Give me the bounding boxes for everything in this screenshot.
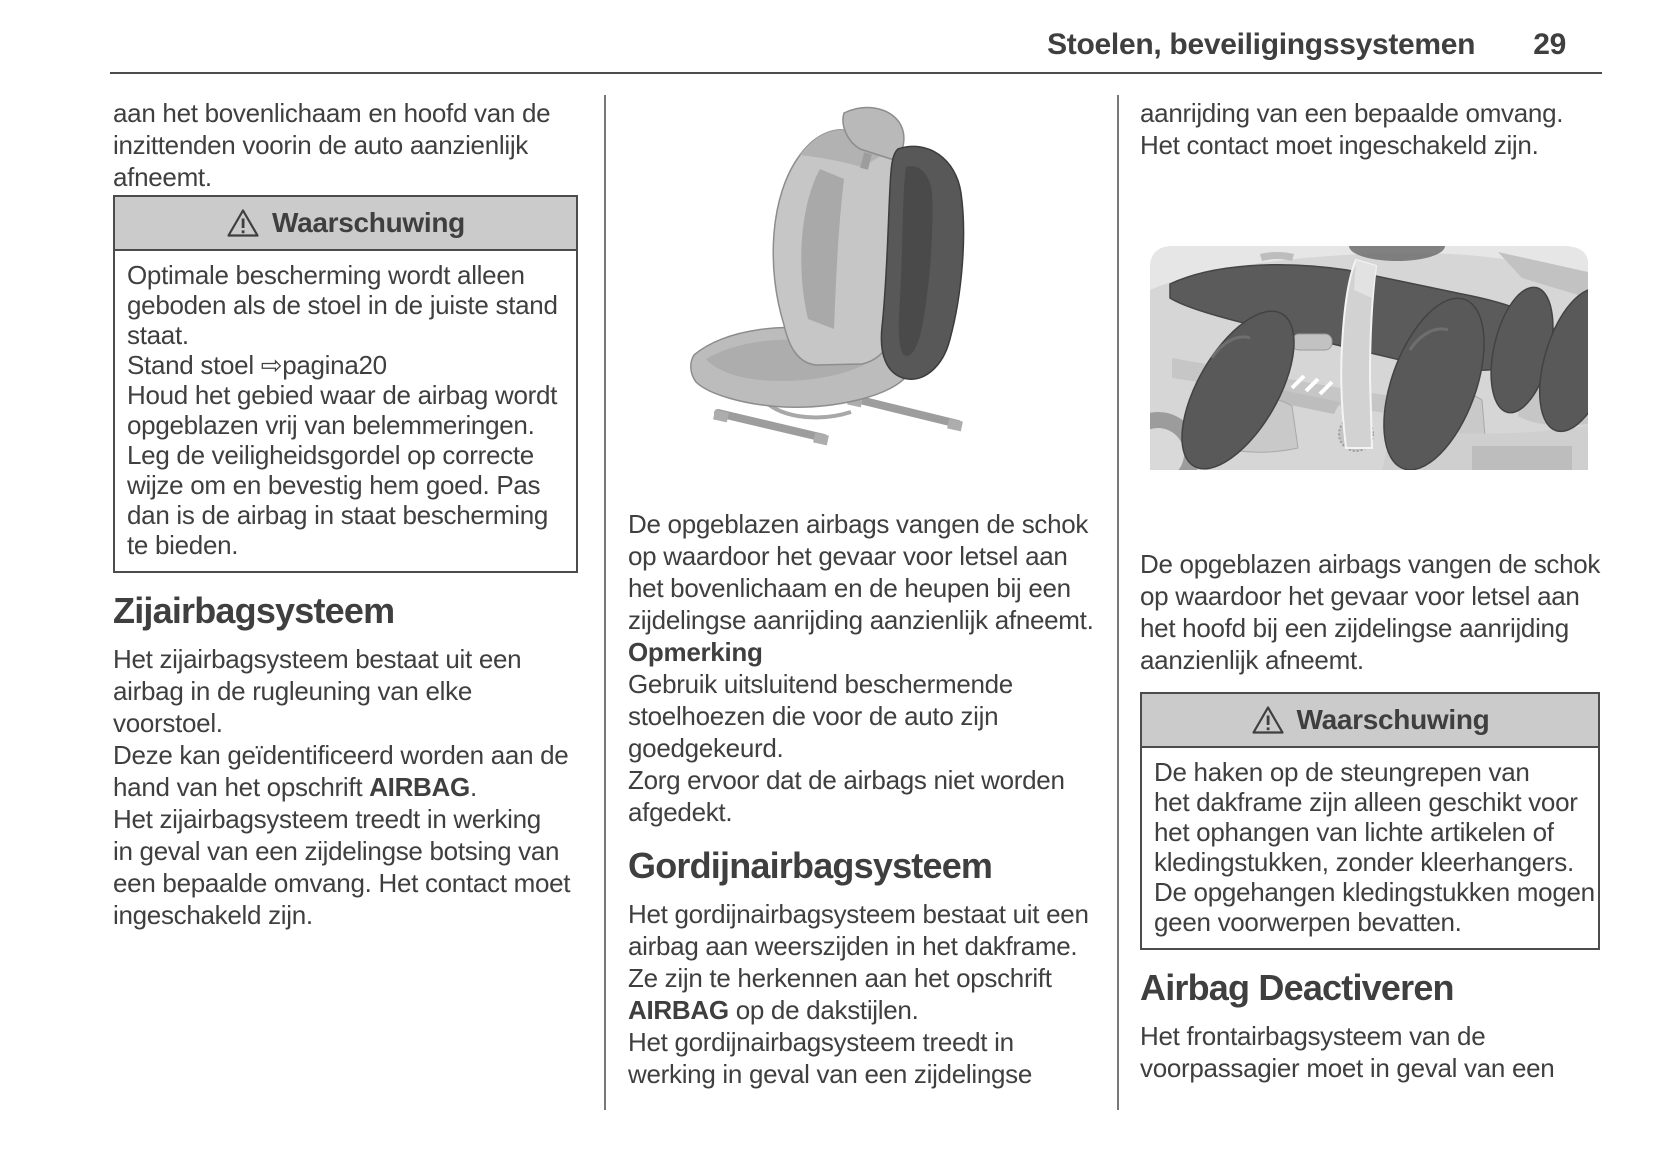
text-line: aanrijding van een bepaalde omvang. xyxy=(1140,98,1564,128)
text-line: AIRBAG op de dakstijlen. xyxy=(628,995,919,1025)
warning-box xyxy=(1140,692,1600,950)
text-line: Het gordijnairbagsysteem bestaat uit een xyxy=(628,899,1089,929)
text-line: Houd het gebied waar de airbag wordt xyxy=(127,380,558,410)
warning-box xyxy=(113,195,578,573)
text-line: een bepaalde omvang. Het contact moet xyxy=(113,868,571,898)
curtain-airbag-interior-illustration xyxy=(1142,238,1600,470)
text-line: voorpassagier moet in geval van een xyxy=(1140,1053,1555,1083)
text-line: aan het bovenlichaam en hoofd van de xyxy=(113,98,551,128)
warning-body xyxy=(1142,748,1598,948)
text-line: Leg de veiligheidsgordel op correcte xyxy=(127,440,534,470)
column-divider xyxy=(1117,95,1119,1110)
text-line: ingeschakeld zijn. xyxy=(113,900,313,930)
paragraph xyxy=(628,508,1094,828)
text-line: op waardoor het gevaar voor letsel aan xyxy=(1140,581,1580,611)
warning-header xyxy=(1142,694,1598,748)
section-heading-zijairbagsysteem: Zijairbagsysteem xyxy=(113,590,395,631)
text-line: werking in geval van een zijdelingse xyxy=(628,1059,1033,1089)
text-line: op waardoor het gevaar voor letsel aan xyxy=(628,541,1068,571)
warning-header xyxy=(115,197,576,251)
text-line: zijdelingse aanrijding aanzienlijk afneemt. xyxy=(628,605,1094,635)
text-line: De opgeblazen airbags vangen de schok xyxy=(1140,549,1601,579)
text-line: Het frontairbagsysteem van de xyxy=(1140,1021,1486,1051)
text-line: dan is de airbag in staat bescherming xyxy=(127,500,549,530)
text-line: Optimale bescherming wordt alleen xyxy=(127,260,525,290)
text-line: het dakframe zijn alleen geschikt voor xyxy=(1154,787,1578,817)
section-heading-airbag-deactiveren: Airbag Deactiveren xyxy=(1140,967,1454,1008)
text-line: afneemt. xyxy=(113,162,212,192)
text-line: het ophangen van lichte artikelen of xyxy=(1154,817,1554,847)
text-line: De haken op de steungrepen van xyxy=(1154,757,1530,787)
page-title: Stoelen, beveiligingssystemen xyxy=(1047,28,1476,61)
warning-title: Waarschuwing xyxy=(272,207,465,238)
text-line: Ze zijn te herkennen aan het opschrift xyxy=(628,963,1052,993)
text-line: het hoofd bij een zijdelingse aanrijding xyxy=(1140,613,1569,643)
section-heading-gordijnairbagsysteem: Gordijnairbagsysteem xyxy=(628,845,993,886)
text-line: De opgeblazen airbags vangen de schok xyxy=(628,509,1089,539)
text-line: Het contact moet ingeschakeld zijn. xyxy=(1140,130,1539,160)
paragraph xyxy=(1140,548,1600,676)
text-line: staat. xyxy=(127,320,189,350)
text-line: stoelhoezen die voor de auto zijn xyxy=(628,701,999,731)
text-line: kledingstukken, zonder kleerhangers. xyxy=(1154,847,1574,877)
text-line: Het zijairbagsysteem treedt in werking xyxy=(113,804,541,834)
column-middle xyxy=(628,97,1094,1090)
text-line: Gebruik uitsluitend beschermende xyxy=(628,669,1013,699)
text-line: geboden als de stoel in de juiste stand xyxy=(127,290,558,320)
column-divider xyxy=(604,95,606,1110)
text-line: De opgehangen kledingstukken mogen xyxy=(1154,877,1595,907)
text-line: Zorg ervoor dat de airbags niet worden xyxy=(628,765,1065,795)
text-line: inzittenden voorin de auto aanzienlijk xyxy=(113,130,528,160)
warning-triangle-icon xyxy=(1251,705,1285,735)
paragraph xyxy=(113,97,578,193)
page-number: 29 xyxy=(1533,28,1566,61)
column-left xyxy=(113,97,578,931)
warning-triangle-icon xyxy=(226,208,260,238)
text-line: Het gordijnairbagsysteem treedt in xyxy=(628,1027,1014,1057)
text-line: Stand stoel ⇨pagina20 xyxy=(127,350,387,380)
text-line: geen voorwerpen bevatten. xyxy=(1154,907,1462,937)
text-line: airbag in de rugleuning van elke xyxy=(113,676,472,706)
warning-body xyxy=(115,251,576,571)
text-line: Opmerking xyxy=(628,637,763,667)
text-line: te bieden. xyxy=(127,530,239,560)
text-line: voorstoel. xyxy=(113,708,223,738)
page-header xyxy=(110,28,1602,74)
text-line: het bovenlichaam en de heupen bij een xyxy=(628,573,1071,603)
column-right xyxy=(1140,97,1600,1084)
text-line: opgeblazen vrij van belemmeringen. xyxy=(127,410,535,440)
paragraph xyxy=(113,643,578,931)
warning-title: Waarschuwing xyxy=(1296,704,1490,735)
text-line: airbag aan weerszijden in het dakframe. xyxy=(628,931,1078,961)
paragraph xyxy=(628,898,1089,1090)
text-line: goedgekeurd. xyxy=(628,733,784,763)
text-line: hand van het opschrift AIRBAG. xyxy=(113,772,477,802)
text-line: Het zijairbagsysteem bestaat uit een xyxy=(113,644,522,674)
side-airbag-seat-illustration xyxy=(666,97,1083,452)
text-line: in geval van een zijdelingse botsing van xyxy=(113,836,560,866)
text-line: afgedekt. xyxy=(628,797,733,827)
text-line: Deze kan geïdentificeerd worden aan de xyxy=(113,740,569,770)
paragraph xyxy=(1140,97,1600,161)
text-line: wijze om en bevestig hem goed. Pas xyxy=(127,470,541,500)
paragraph xyxy=(1140,1020,1600,1084)
text-line: aanzienlijk afneemt. xyxy=(1140,645,1364,675)
